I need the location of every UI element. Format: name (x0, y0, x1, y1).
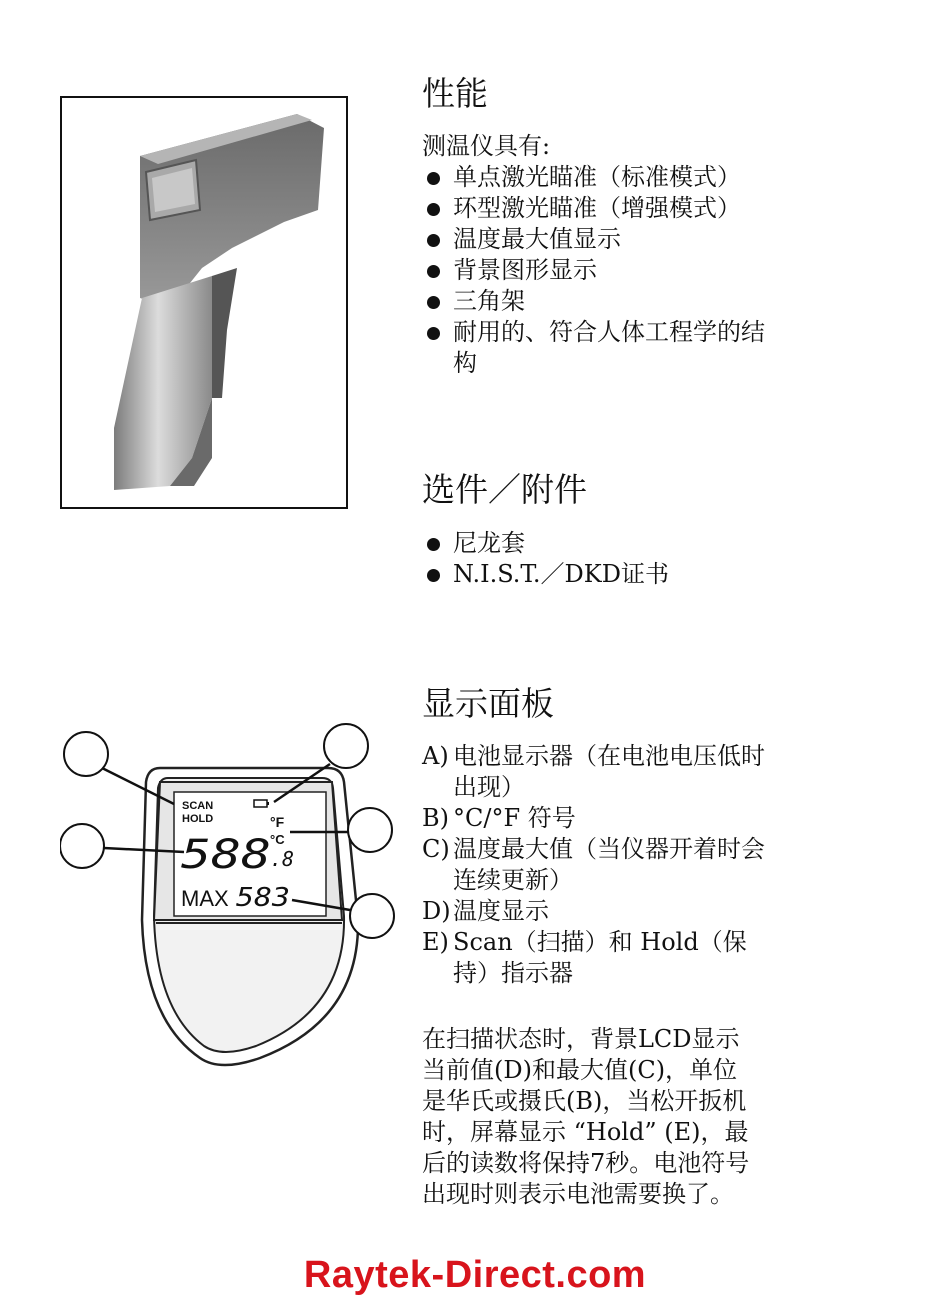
list-item: 背景图形显示 (422, 255, 782, 286)
bullet-icon (427, 234, 440, 247)
lcd-diagram (60, 720, 400, 1080)
lcd-panel-illustration (60, 720, 400, 1080)
display-heading: 显示面板 (422, 684, 554, 723)
bullet-icon (427, 172, 440, 185)
features-heading: 性能 (422, 74, 488, 113)
list-item: 温度最大值显示 (422, 224, 782, 255)
list-item: 耐用的、符合人体工程学的结构 (422, 317, 769, 379)
bullet-icon (427, 327, 440, 340)
hold-indicator: HOLD (182, 813, 214, 825)
list-item: 三角架 (422, 286, 782, 317)
max-label: MAX (181, 886, 229, 911)
list-item: D) 温度显示 (422, 897, 549, 925)
list-item: 单点激光瞄准（标准模式） (422, 162, 782, 193)
features-list (422, 162, 782, 379)
max-temperature-reading: 583 (236, 883, 290, 913)
options-list (422, 528, 782, 590)
list-item: E) Scan（扫描）和 Hold（保持）指示器 (422, 928, 747, 987)
fahrenheit-symbol: °F (270, 814, 285, 830)
list-item: 环型激光瞄准（增强模式） (422, 193, 782, 224)
bullet-icon (427, 203, 440, 216)
footer-website: Raytek-Direct.com (303, 1254, 647, 1296)
list-item: C) 温度最大值（当仪器开着时会连续更新） (422, 835, 765, 894)
features-intro: 测温仪具有: (422, 132, 551, 160)
main-reading-decimal: .8 (270, 847, 295, 871)
thermometer-photo (60, 96, 348, 509)
list-item: N.I.S.T.／DKD证书 (422, 559, 782, 590)
celsius-symbol: °C (270, 832, 285, 847)
display-legend-list (422, 741, 782, 989)
thermometer-gun-icon (62, 98, 346, 507)
bullet-icon (427, 265, 440, 278)
options-heading: 选件／附件 (422, 470, 587, 509)
main-temperature-reading: 588 (181, 832, 271, 878)
bullet-icon (427, 296, 440, 309)
bullet-icon (427, 569, 440, 582)
list-item: A) 电池显示器（在电池电压低时出现） (422, 742, 765, 801)
bullet-icon (427, 538, 440, 551)
list-item: 尼龙套 (422, 528, 782, 559)
list-item: B) °C/°F 符号 (422, 804, 576, 832)
scan-indicator: SCAN (182, 800, 214, 812)
display-description: 在扫描状态时，背景LCD显示 当前值(D)和最大值(C)，单位 是华氏或摄氏(B)，当松开扳机 时，屏幕显示 “Hold” (E)，最 后的读数将保持7秒。电池符号 出现时则表示电池需要换了。 (422, 1025, 750, 1208)
